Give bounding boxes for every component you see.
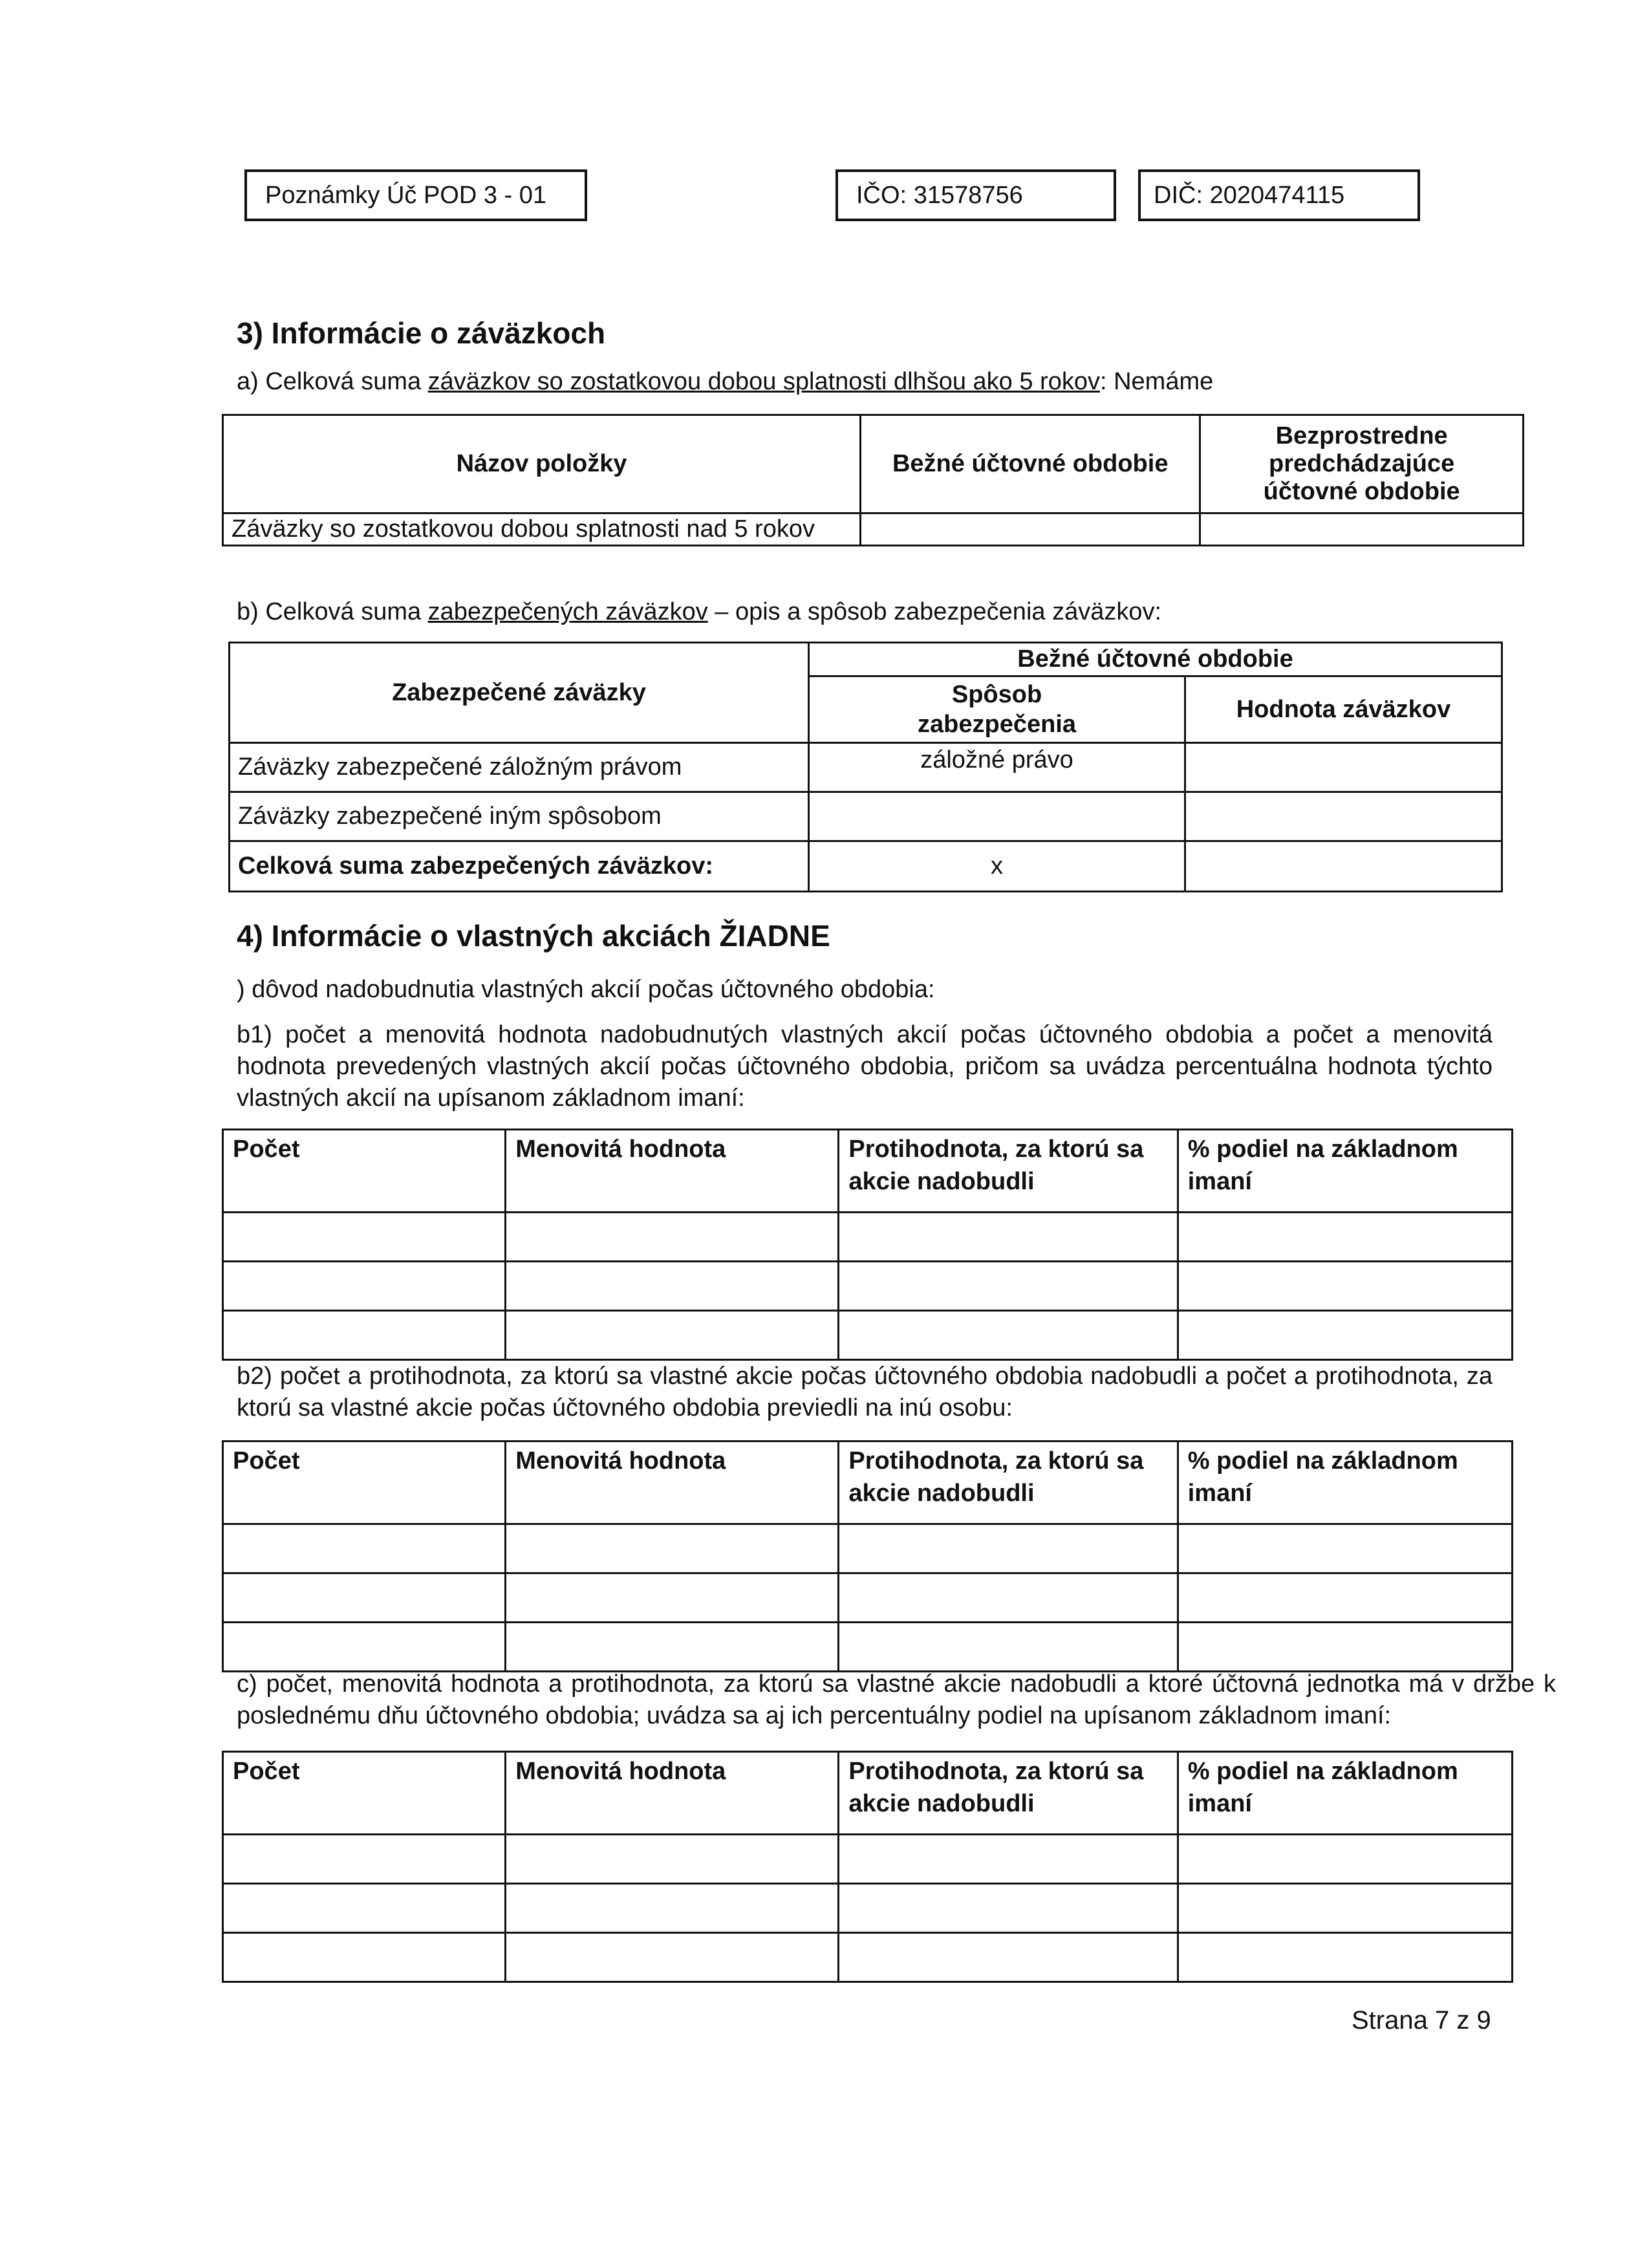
tbl2-grid — [222, 1440, 1513, 1672]
table-cell — [839, 1573, 1178, 1623]
table-b-row-1-method: záložné právo — [809, 743, 1185, 792]
dic-value: 2020474115 — [1209, 181, 1345, 209]
table-cell — [839, 1524, 1178, 1573]
ico-value: 31578756 — [913, 181, 1023, 209]
share-table-header-3: Protihodnota, za ktorú sa akcie nadobudli — [839, 1442, 1178, 1524]
table-row — [223, 1213, 1513, 1262]
table-b-row-3-method: x — [809, 841, 1185, 892]
table-a-header-name: Názov položky — [223, 415, 861, 513]
table-cell — [506, 1524, 839, 1573]
table-cell — [1178, 1524, 1512, 1573]
table-cell — [223, 1311, 506, 1360]
table-b-header-group: Bežné účtovné obdobie — [809, 643, 1502, 676]
table-long-term-liabilities — [222, 414, 1524, 546]
share-table-header-3: Protihodnota, za ktorú sa akcie nadobudli — [839, 1752, 1178, 1835]
table-row — [223, 1835, 1513, 1884]
ico-label: IČO: — [856, 181, 907, 209]
table-cell — [223, 1933, 506, 1982]
table-row — [223, 1524, 1513, 1573]
section-3b-prefix: b) Celková suma — [237, 598, 428, 625]
tbl3-grid — [222, 1751, 1513, 1983]
tbl1-grid — [222, 1129, 1513, 1361]
table-b-header-method: Spôsob zabezpečenia — [809, 676, 1185, 743]
table-cell — [506, 1835, 839, 1884]
share-table-header-1: Počet — [223, 1442, 506, 1524]
table-a-header-current: Bežné účtovné obdobie — [861, 415, 1200, 513]
table-cell — [223, 1623, 506, 1672]
table-cell — [223, 1524, 506, 1573]
table-cell — [1178, 1213, 1512, 1262]
share-table-header-3: Protihodnota, za ktorú sa akcie nadobudli — [839, 1130, 1178, 1213]
table-row — [223, 1884, 1513, 1933]
table-cell — [839, 1311, 1178, 1360]
section-3a-text — [237, 366, 1213, 398]
table-cell — [839, 1933, 1178, 1982]
table-b-row-1-label: Záväzky zabezpečené záložným právom — [230, 743, 809, 792]
table-cell — [1178, 1884, 1512, 1933]
table-row — [223, 1933, 1513, 1982]
table-a-row-label: Záväzky so zostatkovou dobou splatnosti nad 5 rokov — [223, 513, 861, 546]
table-cell — [1178, 1262, 1512, 1311]
section-4b1-text: b1) počet a menovitá hodnota nadobudnutých vlastných akcií počas účtovného obdobia a počet a menovitá hodnota prevedených vlastných akcií počas účtovného obdobia, pričom sa uvádza percentuálna hodnota týchto vlastných akcií na upísanom základnom imaní: — [237, 1021, 1493, 1112]
table-cell — [506, 1933, 839, 1982]
share-table-header-1: Počet — [223, 1752, 506, 1835]
form-label: Poznámky Úč POD 3 - 01 — [265, 181, 547, 209]
share-table-header-4: % podiel na základnom imaní — [1178, 1752, 1512, 1835]
section-4b2-text: b2) počet a protihodnota, za ktorú sa vlastné akcie počas účtovného obdobia nadobudli a počet a protihodnota, za ktorú sa vlastné akcie počas účtovného obdobia previedli na inú osobu: — [237, 1363, 1493, 1421]
form-label-box — [244, 169, 587, 221]
table-cell — [839, 1884, 1178, 1933]
table-cell — [1178, 1573, 1512, 1623]
table-row — [223, 1573, 1513, 1623]
page-number: Strana 7 z 9 — [1352, 2006, 1491, 2035]
dic-box — [1138, 169, 1420, 221]
table-cell — [839, 1213, 1178, 1262]
section-3a-prefix: a) Celková suma — [237, 368, 428, 395]
table-a-row-previous — [1200, 513, 1524, 546]
table-cell — [506, 1623, 839, 1672]
table-cell — [1178, 1933, 1512, 1982]
table-cell — [1178, 1311, 1512, 1360]
table-b-row-3-value — [1185, 841, 1502, 892]
table-row — [223, 1623, 1513, 1672]
table-cell — [223, 1884, 506, 1933]
table-cell — [223, 1262, 506, 1311]
table-cell — [1178, 1835, 1512, 1884]
table-b-row-3-label: Celková suma zabezpečených záväzkov: — [230, 841, 809, 892]
table-b-header-left: Zabezpečené záväzky — [230, 643, 809, 743]
share-table-header-2: Menovitá hodnota — [506, 1752, 839, 1835]
table-b-header-value: Hodnota záväzkov — [1185, 676, 1502, 743]
dic-label: DIČ: — [1154, 181, 1203, 209]
share-table-header-1: Počet — [223, 1130, 506, 1213]
section-3b-text — [237, 596, 1161, 628]
share-table-header-4: % podiel na základnom imaní — [1178, 1442, 1512, 1524]
table-a-header-previous: Bezprostredne predchádzajúce účtovné obdobie — [1200, 415, 1524, 513]
section-4c-text: c) počet, menovitá hodnota a protihodnota, za ktorú sa vlastné akcie nadobudli a ktoré účtovná jednotka má v držbe k poslednému dňu účtovného obdobia; uvádza sa aj ich percentuálny podiel na upísanom základnom imaní: — [237, 1670, 1556, 1729]
table-cell — [506, 1884, 839, 1933]
table-b-row-2-value — [1185, 792, 1502, 841]
table-cell — [506, 1573, 839, 1623]
section-3b-suffix: – opis a spôsob zabezpečenia záväzkov: — [707, 598, 1162, 625]
table-row — [223, 1311, 1513, 1360]
table-cell — [839, 1262, 1178, 1311]
table-row — [223, 1262, 1513, 1311]
section-4a-text: ) dôvod nadobudnutia vlastných akcií počas účtovného obdobia: — [237, 976, 935, 1003]
table-b-row-2-method — [809, 792, 1185, 841]
section-3-title: 3) Informácie o záväzkoch — [237, 316, 606, 350]
share-table-header-4: % podiel na základnom imaní — [1178, 1130, 1512, 1213]
table-cell — [223, 1835, 506, 1884]
table-a-row-current — [861, 513, 1200, 546]
ico-box — [835, 169, 1116, 221]
table-cell — [839, 1623, 1178, 1672]
table-cell — [1178, 1623, 1512, 1672]
share-table-header-2: Menovitá hodnota — [506, 1130, 839, 1213]
table-secured-liabilities — [228, 642, 1503, 892]
table-cell — [506, 1311, 839, 1360]
section-4-title: 4) Informácie o vlastných akciách ŽIADNE — [237, 919, 830, 953]
section-3b-underlined: zabezpečených záväzkov — [427, 598, 708, 625]
table-cell — [506, 1262, 839, 1311]
table-cell — [223, 1573, 506, 1623]
section-3a-suffix: : Nemáme — [1099, 368, 1214, 395]
table-cell — [506, 1213, 839, 1262]
share-table-header-2: Menovitá hodnota — [506, 1442, 839, 1524]
table-b-row-1-value — [1185, 743, 1502, 792]
table-cell — [223, 1213, 506, 1262]
section-3a-underlined: záväzkov so zostatkovou dobou splatnosti dlhšou ako 5 rokov — [427, 368, 1100, 395]
table-cell — [839, 1835, 1178, 1884]
table-b-row-2-label: Záväzky zabezpečené iným spôsobom — [230, 792, 809, 841]
